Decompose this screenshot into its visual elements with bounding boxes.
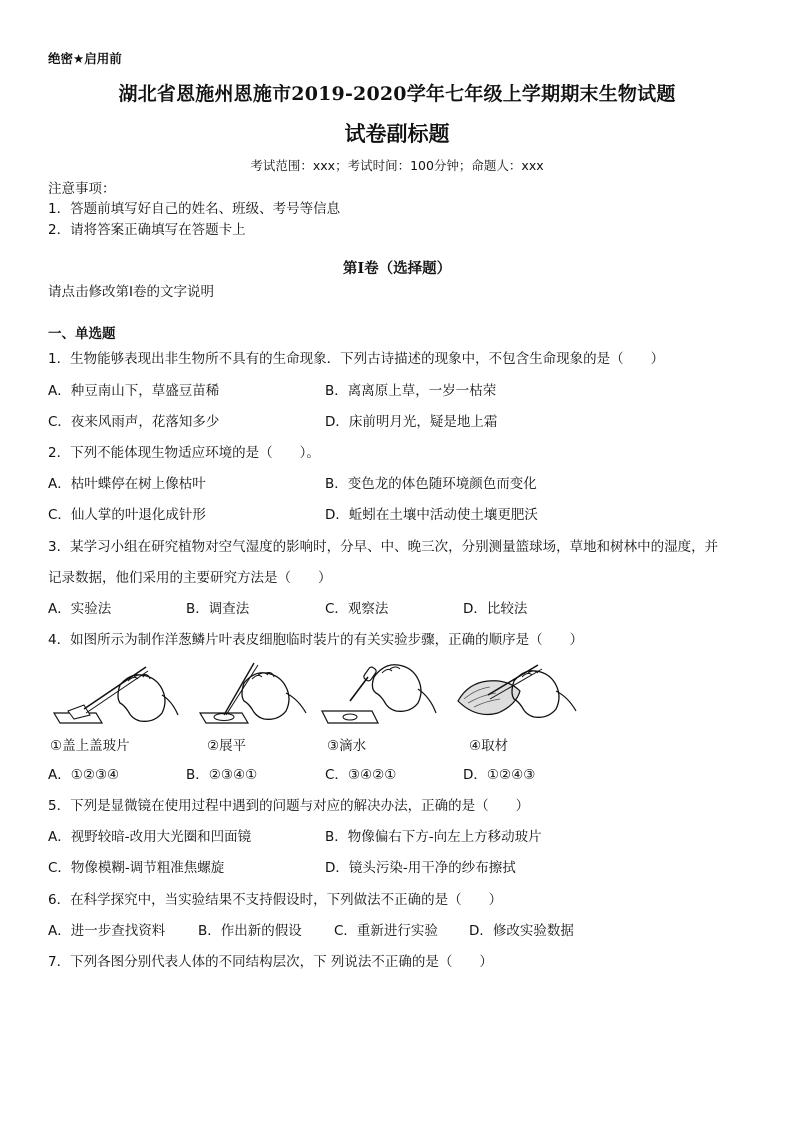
q2-option-b: B．变色龙的体色随环境颜色而变化 xyxy=(325,476,537,492)
question-7-stem: 7．下列各图分别代表人体的不同结构层次，下 列说法不正确的是（ ） xyxy=(48,954,493,970)
figure-caption-1: ①盖上盖玻片 xyxy=(50,738,130,754)
q4-option-a: A．①②③④ xyxy=(48,767,120,783)
question-1-stem: 1．生物能够表现出非生物所不具有的生命现象．下列古诗描述的现象中，不包含生命现象的是（ ） xyxy=(48,351,665,367)
q4-option-d: D．①②④③ xyxy=(463,767,536,783)
notes-item-2: 2．请将答案正确填写在答题卡上 xyxy=(48,222,246,238)
q3-option-a: A．实验法 xyxy=(48,601,112,617)
question-4-stem: 4．如图所示为制作洋葱鳞片叶表皮细胞临时装片的有关实验步骤，正确的顺序是（ ） xyxy=(48,632,584,648)
question-3-stem-cont: 记录数据，他们采用的主要研究方法是（ ） xyxy=(48,570,332,586)
q5-option-a: A．视野较暗-改用大光圈和凹面镜 xyxy=(48,829,252,845)
figure-caption-2: ②展平 xyxy=(207,738,247,754)
q5-option-b: B．物像偏右下方-向左上方移动玻片 xyxy=(325,829,542,845)
q1-option-a: A．种豆南山下，草盛豆苗稀 xyxy=(48,383,220,399)
q1-option-b: B．离离原上草，一岁一枯荣 xyxy=(325,383,497,399)
notes-item-1: 1．答题前填写好自己的姓名、班级、考号等信息 xyxy=(48,201,341,217)
q3-option-b: B．调查法 xyxy=(186,601,250,617)
q6-option-d: D．修改实验数据 xyxy=(469,923,574,939)
figure-flatten xyxy=(196,655,326,727)
question-5-stem: 5．下列是显微镜在使用过程中遇到的问题与对应的解决办法，正确的是（ ） xyxy=(48,798,530,814)
notes-heading: 注意事项： xyxy=(48,181,116,197)
q5-option-d: D．镜头污染-用干净的纱布擦拭 xyxy=(325,860,516,876)
figure-take-material xyxy=(452,655,582,727)
q5-option-c: C．物像模糊-调节粗准焦螺旋 xyxy=(48,860,225,876)
q1-option-c: C．夜来风雨声，花落知多少 xyxy=(48,414,220,430)
q4-option-c: C．③④②① xyxy=(325,767,397,783)
section-title: 第I卷（选择题） xyxy=(342,260,452,277)
page-subtitle: 试卷副标题 xyxy=(344,121,450,146)
exam-info: 考试范围：xxx；考试时间：100分钟；命题人：xxx xyxy=(250,158,544,173)
question-6-stem: 6．在科学探究中，当实验结果不支持假设时，下列做法不正确的是（ ） xyxy=(48,892,503,908)
q2-option-a: A．枯叶蝶停在树上像枯叶 xyxy=(48,476,206,492)
q2-option-d: D．蚯蚓在土壤中活动使土壤更肥沃 xyxy=(325,507,538,523)
part-title: 一、单选题 xyxy=(48,326,116,342)
figure-drop-water xyxy=(318,655,448,727)
question-2-stem: 2．下列不能体现生物适应环境的是（ ）。 xyxy=(48,445,320,461)
figure-caption-4: ④取材 xyxy=(469,738,509,754)
q3-option-c: C．观察法 xyxy=(325,601,389,617)
figure-cover-slip xyxy=(50,655,180,727)
question-3-stem: 3．某学习小组在研究植物对空气湿度的影响时，分早、中、晚三次，分别测量篮球场，草地和树林中的湿度，并 xyxy=(48,539,719,555)
q6-option-c: C．重新进行实验 xyxy=(334,923,438,939)
q3-option-d: D．比较法 xyxy=(463,601,528,617)
section-desc: 请点击修改第I卷的文字说明 xyxy=(48,284,214,300)
secret-label: 绝密★启用前 xyxy=(48,51,122,66)
q1-option-d: D．床前明月光，疑是地上霜 xyxy=(325,414,498,430)
q6-option-a: A．进一步查找资料 xyxy=(48,923,166,939)
q4-option-b: B．②③④① xyxy=(186,767,258,783)
figure-caption-3: ③滴水 xyxy=(327,738,367,754)
page-title: 湖北省恩施州恩施市2019-2020学年七年级上学期期末生物试题 xyxy=(118,83,676,105)
q2-option-c: C．仙人掌的叶退化成针形 xyxy=(48,507,206,523)
q6-option-b: B．作出新的假设 xyxy=(198,923,302,939)
